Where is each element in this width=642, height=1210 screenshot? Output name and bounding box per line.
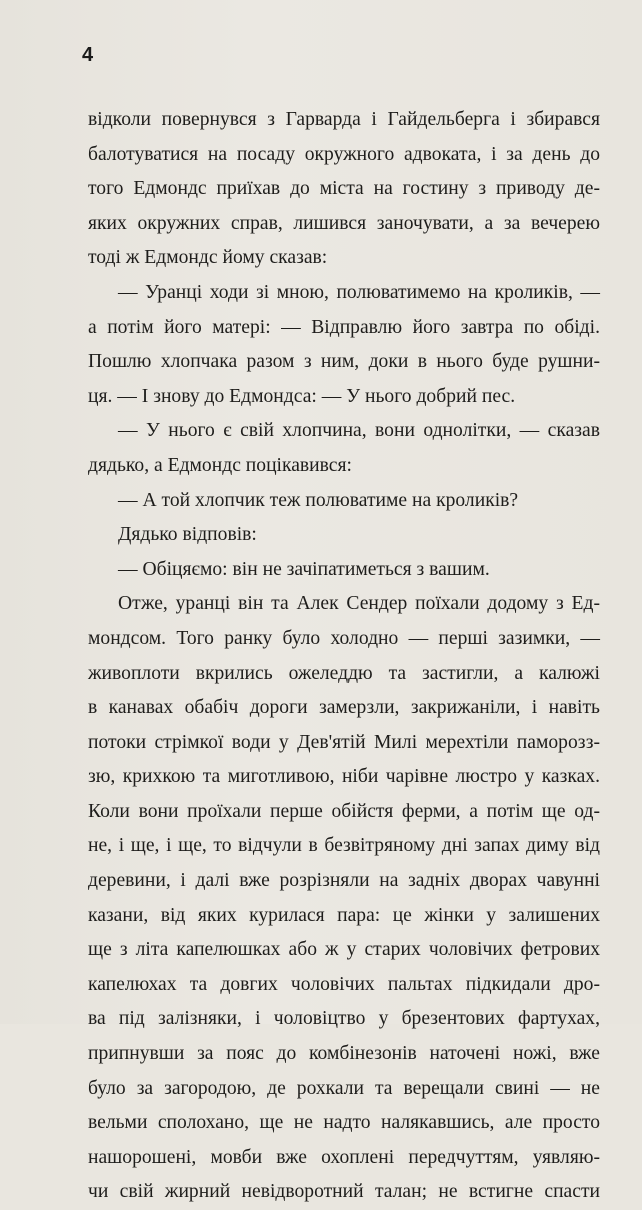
text-line: в канавах обабіч дороги замерзли, закрижаніли, і навіть (88, 697, 600, 719)
body-text (88, 103, 600, 1210)
text-line: дядько, а Едмондс поцікавився: (88, 454, 352, 476)
text-line: Дядько відповів: (118, 524, 257, 546)
text-line: потоки стрімкої води у Дев'ятій Милі мерехтіли паморозз- (88, 731, 600, 753)
page-number: 4 (82, 44, 94, 66)
text-line: а потім його матері: — Відправлю його завтра по обіді. (88, 316, 600, 338)
text-line: тоді ж Едмондс йому сказав: (88, 247, 328, 269)
text-line: нашорошені, мовби вже охоплені передчуттям, уявляю- (88, 1146, 600, 1168)
text-line: Отже, уранці він та Алек Сендер поїхали додому з Ед- (118, 593, 600, 615)
text-line: не, і ще, і ще, то відчули в безвітряному дні запах диму від (88, 835, 600, 857)
text-line: — Уранці ходи зі мною, полюватимемо на кроликів, — (118, 281, 600, 303)
text-line: чи свій жирний невідворотний талан; не встигне спасти (88, 1181, 600, 1203)
text-line: того Едмондс приїхав до міста на гостину з приводу де- (88, 178, 600, 200)
text-line: було за загородою, де рохкали та верещали свині — не (88, 1077, 600, 1099)
text-line: ва під залізняки, і чоловіцтво у брезентових фартухах, (88, 1008, 600, 1030)
text-line: ще з літа капелюшках або ж у старих чоловічих фетрових (88, 939, 600, 961)
text-line: Пошлю хлопчака разом з ним, доки в нього буде рушни- (88, 351, 600, 373)
text-line: відколи повернувся з Гарварда і Гайдельберга і збирався (88, 109, 600, 130)
text-line: яких окружних справ, лишився заночувати, а за вечерею (88, 212, 600, 234)
text-line: живоплоти вкрились ожеледдю та застигли, а калюжі (88, 662, 600, 684)
text-line: — Обіцяємо: він не зачіпатиметься з вашим. (118, 558, 490, 580)
text-line: припнувши за пояс до комбінезонів наточені ножі, вже (88, 1043, 600, 1065)
text-line: — А той хлопчик теж полюватиме на кроликів? (118, 489, 519, 511)
text-line: балотуватися на посаду окружного адвоката, і за день до (88, 143, 600, 165)
text-line: ця. — І знову до Едмондса: — У нього добрий пес. (88, 385, 516, 407)
text-line: — У нього є свій хлопчина, вони однолітки, — сказав (118, 420, 600, 442)
text-line: Коли вони проїхали перше обійстя ферми, а потім ще од- (88, 800, 600, 822)
text-line: деревини, і далі вже розрізняли на задніх дворах чавунні (88, 870, 600, 892)
text-line: вельми сполохано, ще не надто налякавшись, але просто (88, 1112, 600, 1134)
text-line: зю, крихкою та миготливою, ніби чарівне люстро у казках. (88, 766, 600, 788)
text-line: капелюхах та довгих чоловічих пальтах підкидали дро- (88, 973, 600, 995)
text-line: мондсом. Того ранку було холодно — перші зазимки, — (88, 627, 600, 649)
text-line: казани, від яких курилася пара: це жінки у залишених (88, 904, 600, 926)
